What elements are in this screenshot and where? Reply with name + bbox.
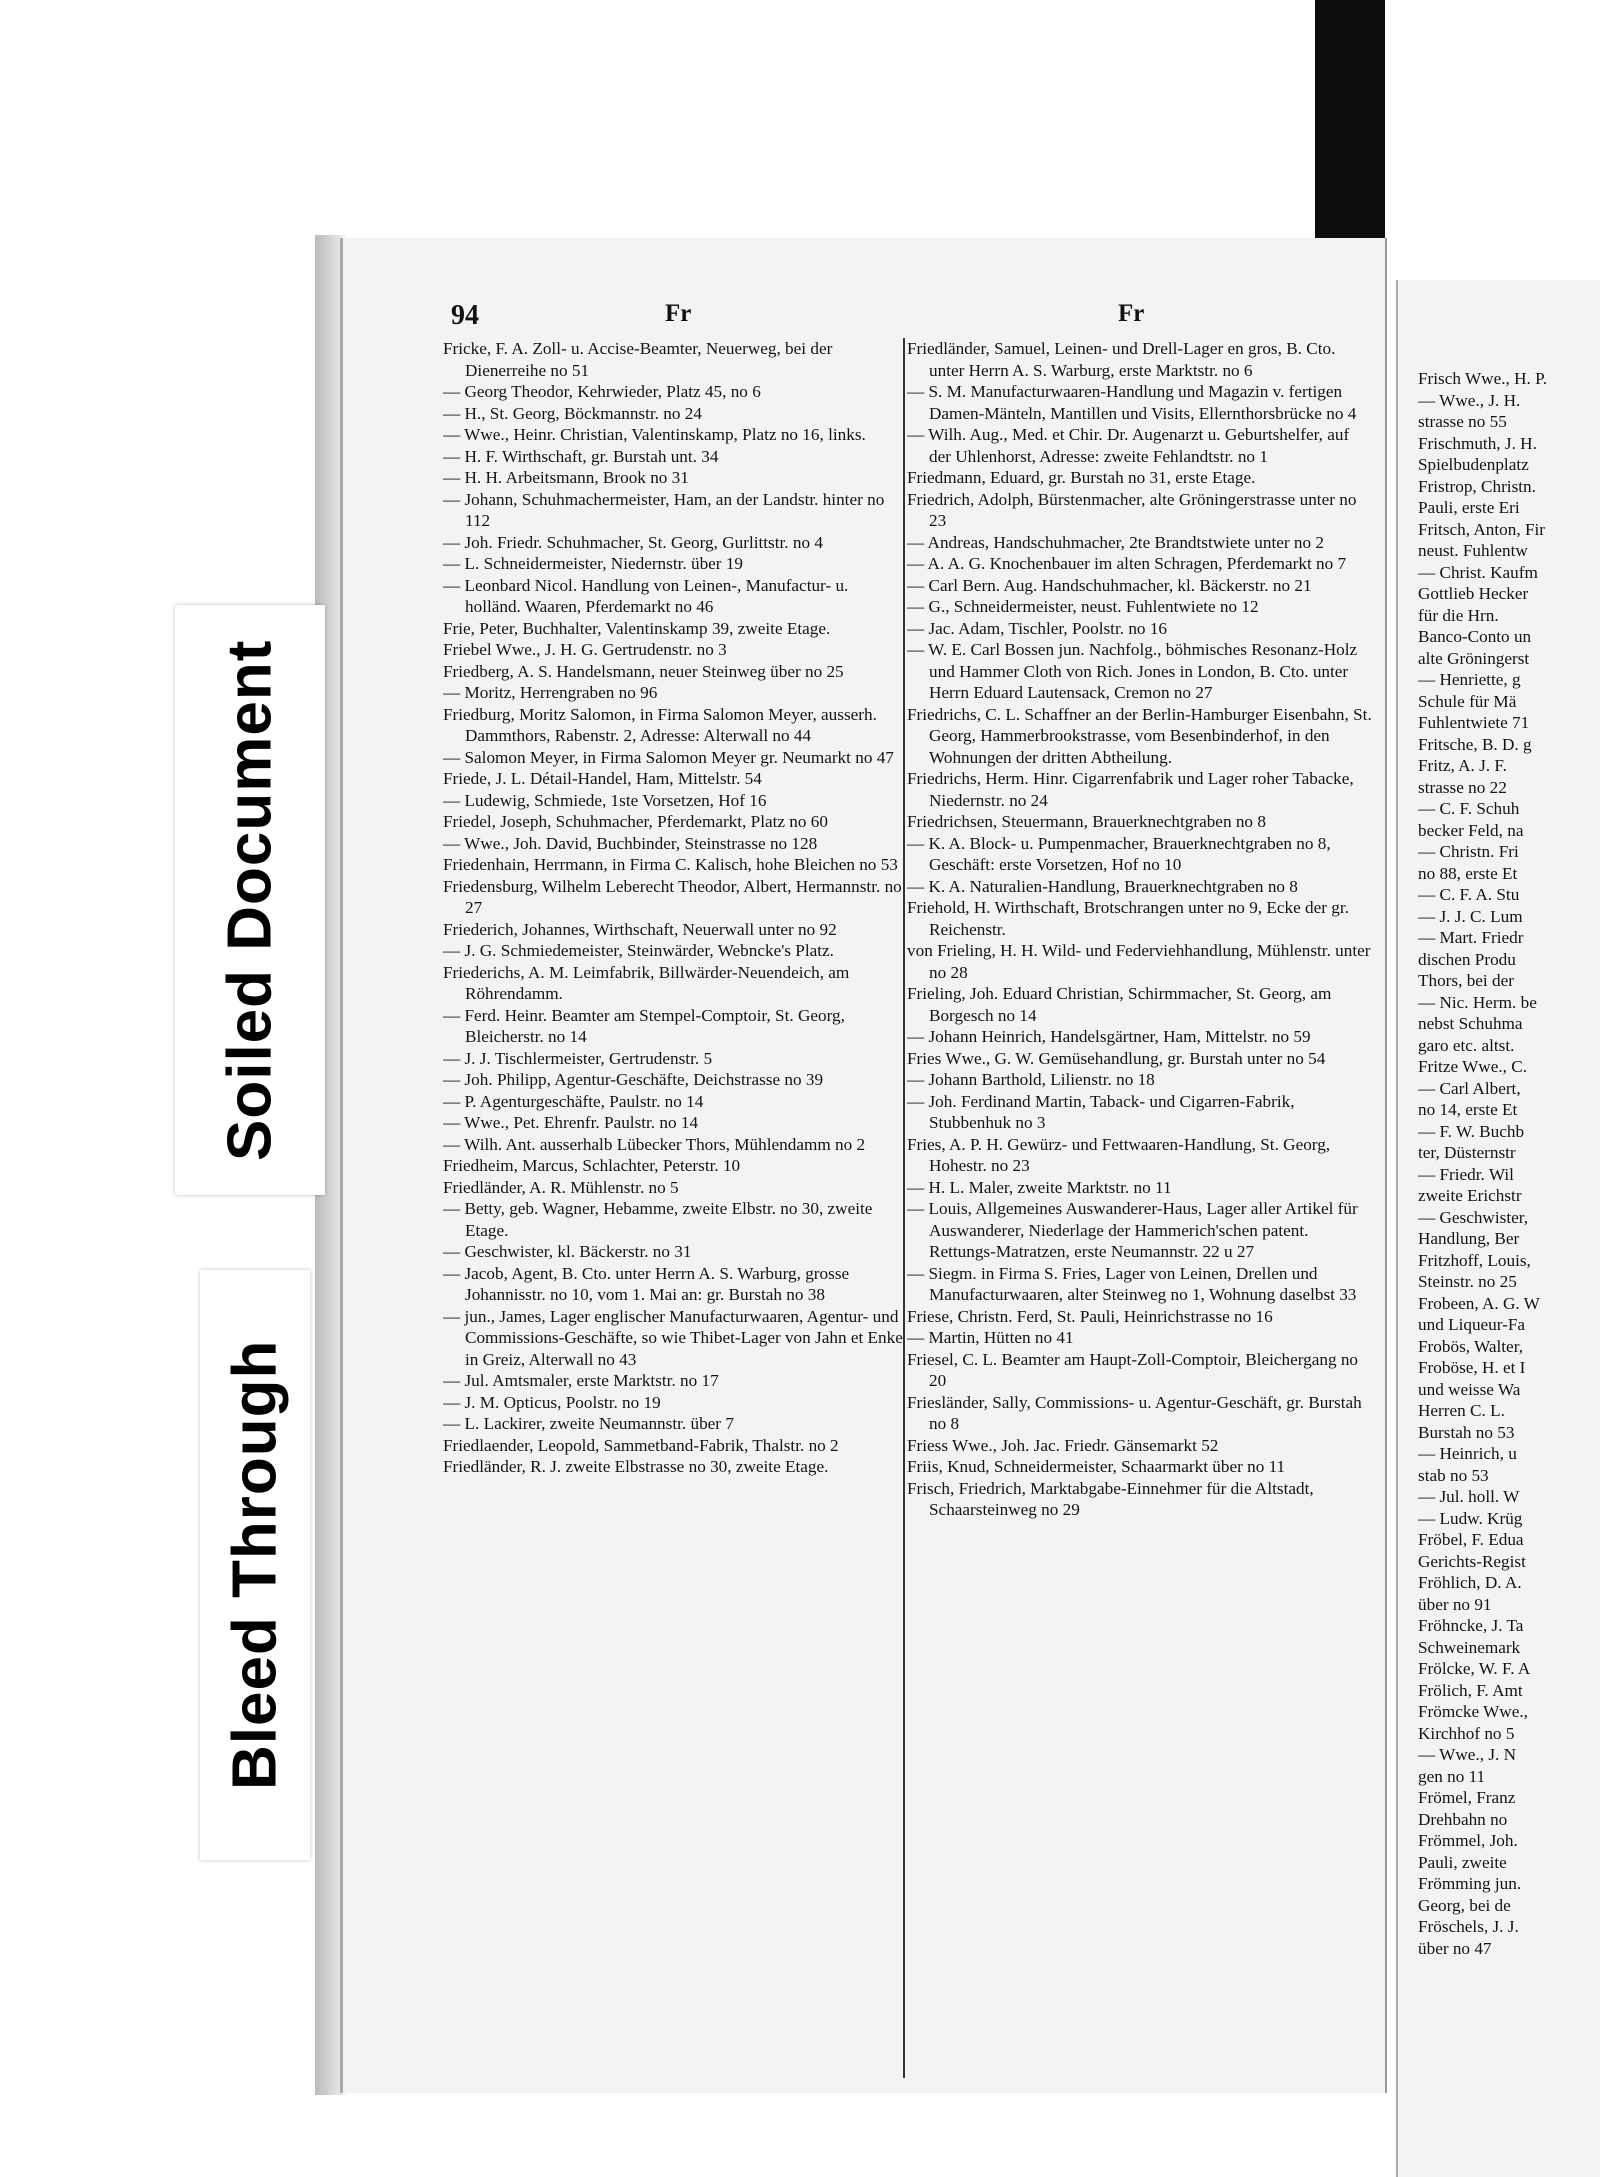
facing-page [1396,280,1600,2177]
directory-entry: Frischmuth, J. H. [1418,433,1537,453]
directory-entry: — S. M. Manufacturwaaren-Handlung und Magazin v. fertigen Damen-Mänteln, Mantillen und Visits, Ellernthorsbrücke no 4 [907,382,1357,423]
directory-entry: Fröhncke, J. Ta [1418,1616,1524,1635]
directory-entry: Friesel, C. L. Beamter am Haupt-Zoll-Comptoir, Bleichergang no 20 [907,1349,1359,1390]
directory-entry: — Wilh. Ant. ausserhalb Lübecker Thors, Mühlendamm no 2 [443,1134,866,1154]
directory-entry: Frieling, Joh. Eduard Christian, Schirmmacher, St. Georg, am Borgesch no 14 [907,984,1332,1025]
directory-entry: Friedrichs, Herm. Hinr. Cigarrenfabrik und Lager roher Tabacke, Niedernstr. no 24 [907,769,1354,810]
directory-entry: — A. A. G. Knochenbauer im alten Schragen, Pferdemarkt no 7 [907,554,1347,573]
directory-entry: — Wwe., J. H. [1418,390,1521,410]
directory-entry: Schule für Mä [1418,691,1517,711]
directory-entry: Friedländer, R. J. zweite Elbstrasse no 30, zweite Etage. [443,1457,829,1476]
column-right [907,338,1372,2078]
directory-entry: no 88, erste Et [1418,863,1518,883]
directory-entry: Friedländer, Samuel, Leinen- und Drell-Lager en gros, B. Cto. unter Herrn A. S. Warburg, erste Marktstr. no 6 [907,339,1336,380]
directory-entry: — Wwe., Heinr. Christian, Valentinskamp, Platz no 16, links. [443,425,866,444]
label-bleed-through: Bleed Through [200,1270,310,1860]
directory-entry: dischen Produ [1418,949,1516,969]
directory-entry: — jun., James, Lager englischer Manufacturwaaren, Agentur- und Commissions-Geschäfte, so wie Thibet-Lager von Jahn et Enke in Greiz, Alterwall no 43 [443,1306,903,1369]
directory-entry: Frobös, Walter, [1418,1336,1524,1356]
page-number: 94 [451,300,479,331]
directory-entry: Friedmann, Eduard, gr. Burstah no 31, erste Etage. [907,468,1256,487]
directory-entry: Frömmel, Joh. [1418,1831,1518,1850]
directory-entry: no 14, erste Et [1418,1100,1518,1119]
directory-entry: Fries, A. P. H. Gewürz- und Fettwaaren-Handlung, St. Georg, Hohestr. no 23 [907,1134,1331,1175]
directory-entry: stab no 53 [1418,1465,1489,1485]
directory-entry: — Wwe., Pet. Ehrenfr. Paulstr. no 14 [443,1113,699,1132]
directory-entry: für die Hrn. [1418,605,1499,625]
directory-entry: Friesländer, Sally, Commissions- u. Agentur-Geschäft, gr. Burstah no 8 [907,1392,1362,1433]
directory-entry: — Christn. Fri [1418,842,1519,861]
header-right: Fr [1118,300,1145,327]
directory-entry: Drehbahn no [1418,1809,1508,1829]
directory-entry: — H. L. Maler, zweite Marktstr. no 11 [907,1177,1172,1197]
directory-entry: — Leonbard Nicol. Handlung von Leinen-, Manufactur- u. holländ. Waaren, Pferdemarkt no 46 [443,575,849,616]
directory-entry: — L. Schneidermeister, Niedernstr. über 19 [443,554,744,573]
directory-entry: Friedenhain, Herrmann, in Firma C. Kalisch, hohe Bleichen no 53 [443,855,898,874]
directory-entry: zweite Erichstr [1418,1186,1522,1205]
directory-entry: Fröschels, J. J. [1418,1917,1519,1936]
label-soiled-document: Soiled Document [175,605,325,1195]
directory-entry: garo etc. altst. [1418,1035,1515,1055]
directory-entry: — Jacob, Agent, B. Cto. unter Herrn A. S. Warburg, grosse Johannisstr. no 10, vom 1. Mai an: gr. Burstah no 38 [443,1263,850,1304]
directory-entry: Friedheim, Marcus, Schlachter, Peterstr. 10 [443,1156,741,1175]
directory-entry: — G., Schneidermeister, neust. Fuhlentwiete no 12 [907,597,1259,616]
directory-entry: Pauli, erste Eri [1418,498,1520,517]
directory-entry: Frie, Peter, Buchhalter, Valentinskamp 39, zweite Etage. [443,618,831,638]
directory-entry: — Carl Albert, [1418,1078,1521,1098]
column-left [443,338,908,2078]
directory-entry: Frölcke, W. F. A [1418,1659,1531,1678]
directory-entry: — K. A. Naturalien-Handlung, Brauerknechtgraben no 8 [907,876,1298,896]
directory-entry: Schweinemark [1418,1637,1521,1657]
directory-entry: Friedrichs, C. L. Schaffner an der Berlin-Hamburger Eisenbahn, St. Georg, Hammerbrookstrasse, vom Besenbinderhof, in den Wohnungen der dritten Abtheilung. [907,704,1372,767]
directory-entry: Friess Wwe., Joh. Jac. Friedr. Gänsemarkt 52 [907,1435,1219,1455]
directory-entry: ter, Düsternstr [1418,1143,1516,1162]
directory-entry: — Heinrich, u [1418,1444,1517,1463]
directory-entry: Friedel, Joseph, Schuhmacher, Pferdemarkt, Platz no 60 [443,812,828,831]
directory-entry: Thors, bei der [1418,971,1514,990]
directory-entry: und weisse Wa [1418,1379,1521,1399]
facing-page-column [1418,368,1600,2148]
directory-entry: Friedländer, A. R. Mühlenstr. no 5 [443,1177,679,1197]
directory-entry: Fritzhoff, Louis, [1418,1250,1531,1270]
directory-entry: — J. J. Tischlermeister, Gertrudenstr. 5 [443,1048,713,1068]
directory-entry: — W. E. Carl Bossen jun. Nachfolg., böhmisches Resonanz-Holz und Hammer Cloth von Rich. Jones in London, B. Cto. unter Herrn Eduard Lautensack, Cremon no 27 [907,640,1358,702]
directory-entry: — Friedr. Wil [1418,1164,1514,1184]
directory-entry: Frobeen, A. G. W [1418,1293,1540,1313]
directory-entry: — Johann Barthold, Lilienstr. no 18 [907,1070,1155,1089]
directory-entry: Fricke, F. A. Zoll- u. Accise-Beamter, Neuerweg, bei der Dienerreihe no 51 [443,339,833,380]
directory-entry: — Mart. Friedr [1418,928,1524,947]
directory-page [340,238,1387,2093]
directory-entry: — Betty, geb. Wagner, Hebamme, zweite Elbstr. no 30, zweite Etage. [443,1199,873,1240]
directory-entry: — Joh. Ferdinand Martin, Taback- und Cigarren-Fabrik, Stubbenhuk no 3 [907,1091,1295,1132]
directory-entry: Fritsche, B. D. g [1418,734,1532,754]
directory-entry: — Carl Bern. Aug. Handschuhmacher, kl. Bäckerstr. no 21 [907,575,1312,595]
directory-entry: Friehold, H. Wirthschaft, Brotschrangen unter no 9, Ecke der gr. Reichenstr. [907,898,1349,939]
directory-entry: Friedlaender, Leopold, Sammetband-Fabrik, Thalstr. no 2 [443,1435,839,1455]
column-divider [903,338,905,2078]
directory-entry: — L. Lackirer, zweite Neumannstr. über 7 [443,1414,734,1433]
directory-entry: Friedensburg, Wilhelm Leberecht Theodor, Albert, Hermannstr. no 27 [443,876,902,917]
directory-entry: alte Gröningerst [1418,648,1530,668]
directory-entry: — Wwe., Joh. David, Buchbinder, Steinstrasse no 128 [443,833,818,853]
directory-entry: Fröhlich, D. A. [1418,1573,1522,1592]
directory-entry: Kirchhof no 5 [1418,1723,1515,1743]
directory-entry: — Martin, Hütten no 41 [907,1328,1074,1347]
directory-entry: Frisch, Friedrich, Marktabgabe-Einnehmer für die Altstadt, Schaarsteinweg no 29 [907,1478,1314,1519]
directory-entry: — Jul. holl. W [1418,1487,1520,1506]
directory-entry: Handlung, Ber [1418,1229,1520,1248]
directory-entry: Friederich, Johannes, Wirthschaft, Neuerwall unter no 92 [443,919,837,939]
directory-entry: über no 47 [1418,1938,1492,1958]
directory-entry: Friedrich, Adolph, Bürstenmacher, alte Gröningerstrasse unter no 23 [907,489,1357,530]
directory-entry: Georg, bei de [1418,1895,1511,1915]
directory-entry: Friedburg, Moritz Salomon, in Firma Salomon Meyer, ausserh. Dammthors, Rabenstr. 2, Adresse: Alterwall no 44 [443,704,877,745]
directory-entry: — J. G. Schmiedemeister, Steinwärder, Webncke's Platz. [443,941,834,960]
directory-entry: — C. F. Schuh [1418,799,1520,818]
directory-entry: Herren C. L. [1418,1401,1505,1420]
directory-entry: von Frieling, H. H. Wild- und Federviehhandlung, Mühlenstr. unter no 28 [907,941,1371,982]
directory-entry: — Ludw. Krüg [1418,1508,1523,1528]
directory-entry: — H. H. Arbeitsmann, Brook no 31 [443,468,689,487]
header-left: Fr [665,300,692,327]
directory-entry: Gottlieb Hecker [1418,584,1529,603]
directory-entry: — Moritz, Herrengraben no 96 [443,683,658,702]
directory-entry: — Jul. Amtsmaler, erste Marktstr. no 17 [443,1371,719,1390]
directory-entry: Fritze Wwe., C. [1418,1057,1527,1076]
directory-entry: Fries Wwe., G. W. Gemüsehandlung, gr. Burstah unter no 54 [907,1048,1326,1068]
directory-entry: — F. W. Buchb [1418,1121,1525,1141]
directory-entry: strasse no 22 [1418,777,1507,797]
directory-entry: Fuhlentwiete 71 [1418,713,1530,732]
directory-entry: — Nic. Herm. be [1418,992,1537,1012]
directory-entry: — Geschwister, kl. Bäckerstr. no 31 [443,1242,692,1261]
directory-entry: — Salomon Meyer, in Firma Salomon Meyer gr. Neumarkt no 47 [443,747,894,767]
directory-entry: becker Feld, na [1418,820,1524,840]
directory-entry: über no 91 [1418,1594,1492,1614]
directory-entry: — Johann, Schuhmachermeister, Ham, an der Landstr. hinter no 112 [443,489,885,530]
directory-entry: Friedrichsen, Steuermann, Brauerknechtgraben no 8 [907,812,1266,831]
directory-entry: neust. Fuhlentw [1418,541,1528,560]
directory-entry: — Johann Heinrich, Handelsgärtner, Ham, Mittelstr. no 59 [907,1027,1311,1046]
directory-entry: strasse no 55 [1418,412,1507,431]
directory-entry: — Henriette, g [1418,670,1521,689]
directory-entry: — P. Agenturgeschäfte, Paulstr. no 14 [443,1091,704,1111]
directory-entry: — C. F. A. Stu [1418,885,1520,904]
directory-entry: Gerichts-Regist [1418,1551,1526,1571]
directory-entry: Friederichs, A. M. Leimfabrik, Billwärder-Neuendeich, am Röhrendamm. [443,962,850,1003]
directory-entry: Banco-Conto un [1418,627,1532,646]
directory-entry: Friese, Christn. Ferd, St. Pauli, Heinrichstrasse no 16 [907,1306,1273,1326]
directory-entry: Frölich, F. Amt [1418,1680,1523,1700]
directory-entry: Frömel, Franz [1418,1788,1516,1807]
directory-entry: — Wwe., J. N [1418,1745,1517,1764]
directory-entry: und Liqueur-Fa [1418,1315,1526,1334]
directory-entry: Fritz, A. J. F. [1418,756,1507,775]
directory-entry: — Georg Theodor, Kehrwieder, Platz 45, no 6 [443,382,761,401]
directory-entry: nebst Schuhma [1418,1014,1523,1033]
directory-entry: — Wilh. Aug., Med. et Chir. Dr. Augenarzt u. Geburtshelfer, auf der Uhlenhorst, Adresse: zweite Fehlandtstr. no 1 [907,425,1350,466]
directory-entry: — Ludewig, Schmiede, 1ste Vorsetzen, Hof 16 [443,790,767,810]
directory-entry: Fritsch, Anton, Fir [1418,519,1546,539]
directory-entry: Frömming jun. [1418,1874,1522,1893]
directory-entry: Frömcke Wwe., [1418,1702,1528,1721]
directory-entry: gen no 11 [1418,1766,1486,1786]
directory-entry: — Joh. Friedr. Schuhmacher, St. Georg, Gurlittstr. no 4 [443,532,823,552]
directory-entry: — K. A. Block- u. Pumpenmacher, Brauerknechtgraben no 8, Geschäft: erste Vorsetzen, Hof no 10 [907,833,1331,874]
directory-entry: — Louis, Allgemeines Auswanderer-Haus, Lager aller Artikel für Auswanderer, Niederlage der Hammerich'schen patent. Rettungs-Matratzen, erste Neumannstr. 22 u 27 [907,1199,1358,1261]
directory-entry: Friis, Knud, Schneidermeister, Schaarmarkt über no 11 [907,1457,1286,1476]
directory-entry: Friedberg, A. S. Handelsmann, neuer Steinweg über no 25 [443,661,844,681]
directory-entry: — Siegm. in Firma S. Fries, Lager von Leinen, Drellen und Manufacturwaaren, alter Steinweg no 1, Wohnung daselbst 33 [907,1263,1357,1304]
directory-entry: Fröbel, F. Edua [1418,1530,1524,1549]
directory-entry: — H., St. Georg, Böckmannstr. no 24 [443,403,702,423]
directory-entry: — J. J. C. Lum [1418,906,1523,926]
directory-entry: Frisch Wwe., H. P. [1418,369,1548,388]
directory-entry: Burstah no 53 [1418,1422,1515,1442]
directory-entry: — Ferd. Heinr. Beamter am Stempel-Comptoir, St. Georg, Bleicherstr. no 14 [443,1005,845,1046]
directory-entry: — J. M. Opticus, Poolstr. no 19 [443,1392,661,1412]
directory-entry: Spielbudenplatz [1418,455,1529,474]
directory-entry: Friede, J. L. Détail-Handel, Ham, Mittelstr. 54 [443,769,762,788]
directory-entry: Steinstr. no 25 [1418,1272,1517,1291]
directory-entry: Friebel Wwe., J. H. G. Gertrudenstr. no 3 [443,640,727,659]
directory-entry: Froböse, H. et I [1418,1358,1526,1377]
directory-entry: — H. F. Wirthschaft, gr. Burstah unt. 34 [443,446,719,466]
directory-entry: Fristrop, Christn. [1418,476,1536,496]
directory-entry: — Jac. Adam, Tischler, Poolstr. no 16 [907,618,1168,638]
directory-entry: Pauli, zweite [1418,1852,1507,1872]
directory-entry: — Joh. Philipp, Agentur-Geschäfte, Deichstrasse no 39 [443,1070,824,1089]
directory-entry: — Christ. Kaufm [1418,562,1538,582]
directory-entry: — Andreas, Handschuhmacher, 2te Brandtstwiete unter no 2 [907,532,1324,552]
directory-entry: — Geschwister, [1418,1207,1529,1227]
